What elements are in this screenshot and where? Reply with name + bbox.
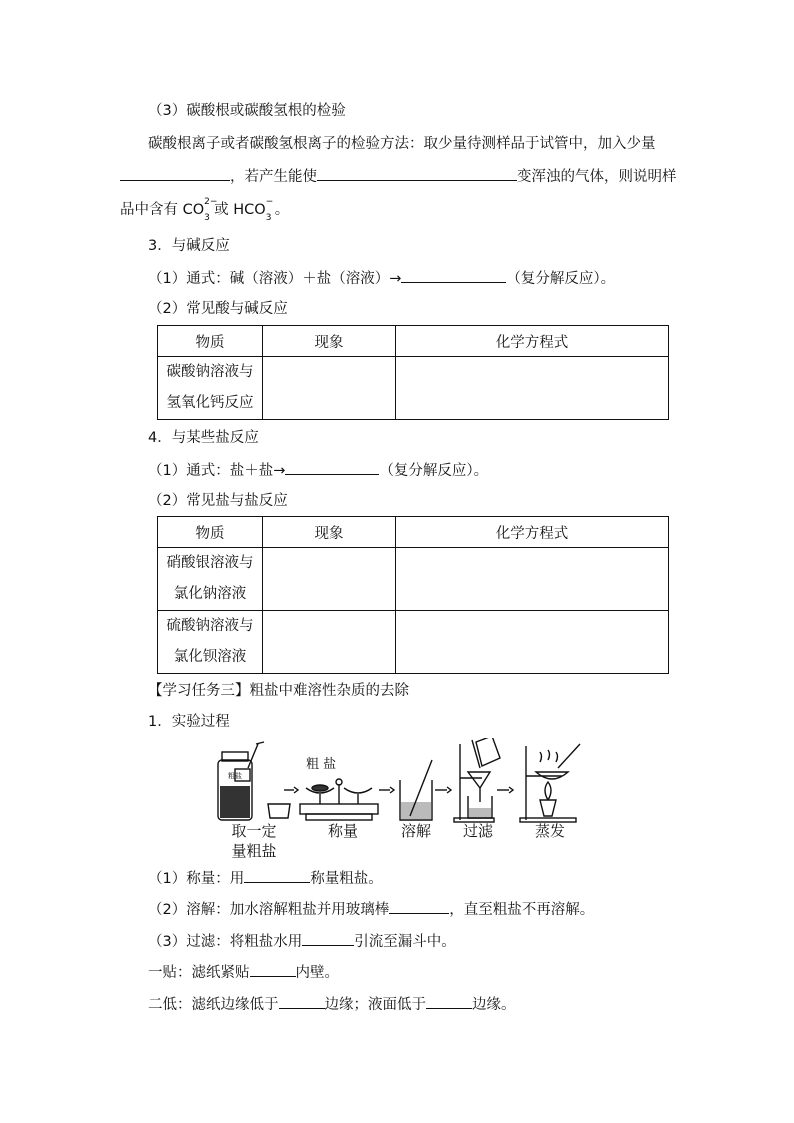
balance-icon <box>300 779 378 820</box>
acid-base-table <box>157 325 669 420</box>
table-cell-empty <box>263 357 396 420</box>
fill-blank <box>250 962 296 977</box>
salt-salt-table <box>157 516 669 674</box>
fill-blank <box>120 166 230 181</box>
filter-stand-icon <box>454 738 500 822</box>
step-label: 量粗盐 <box>231 842 277 860</box>
table-row <box>158 357 669 420</box>
formula-line: （1）通式：碱（溶液）＋盐（溶液）→ （复分解反应）。 <box>148 268 615 289</box>
step-line: （3）过滤：将粗盐水用 引流至漏斗中。 <box>148 931 456 952</box>
formula-line: （1）通式：盐＋盐→ （复分解反应）。 <box>148 460 488 481</box>
fill-blank <box>302 931 354 946</box>
paragraph-line: 品中含有 CO 2− 3 或 HCO − 3 。 <box>120 197 290 223</box>
table-cell-empty <box>263 548 396 611</box>
item-heading: 1．实验过程 <box>148 714 230 730</box>
task-heading: 【学习任务三】粗盐中难溶性杂质的去除 <box>148 683 409 699</box>
fill-blank <box>317 166 517 181</box>
item-heading: 4．与某些盐反应 <box>148 430 259 446</box>
fill-blank <box>279 994 325 1009</box>
item-heading: 3．与碱反应 <box>148 238 230 254</box>
step-line: 一贴：滤纸紧贴 内壁。 <box>148 962 339 983</box>
fill-blank <box>285 460 379 475</box>
table-cell: 硫酸钠溶液与 氯化钡溶液 <box>158 611 263 674</box>
evaporating-dish-icon <box>520 744 580 822</box>
step-line: （1）称量：用 称量粗盐。 <box>148 868 383 889</box>
step-label: 蒸发 <box>534 822 566 840</box>
table-header: 化学方程式 <box>396 326 669 357</box>
table-cell-empty <box>396 357 669 420</box>
fill-blank <box>426 994 472 1009</box>
fill-blank <box>401 268 506 283</box>
paragraph-line: ，若产生能使 变浑浊的气体，则说明样 <box>120 166 677 187</box>
table-cell: 硝酸银溶液与 氯化钠溶液 <box>158 548 263 611</box>
step-label: 溶解 <box>400 822 432 840</box>
table-row <box>158 611 669 674</box>
table-cell-empty <box>396 611 669 674</box>
table-header: 物质 <box>158 517 263 548</box>
experiment-figure <box>210 738 610 860</box>
sub-heading: （2）常见酸与碱反应 <box>148 301 288 317</box>
table-cell-empty <box>263 611 396 674</box>
beaker-icon <box>400 760 432 820</box>
table-header: 现象 <box>263 326 396 357</box>
sub-heading: （2）常见盐与盐反应 <box>148 493 288 509</box>
table-cell: 碳酸钠溶液与 氢氧化钙反应 <box>158 357 263 420</box>
section-heading: （3）碳酸根或碳酸氢根的检验 <box>148 103 346 119</box>
fill-blank <box>389 899 449 914</box>
table-header: 物质 <box>158 326 263 357</box>
step-line: 二低：滤纸边缘低于 边缘；液面低于 边缘。 <box>148 994 516 1015</box>
table-header: 现象 <box>263 517 396 548</box>
step-label: 过滤 <box>462 822 494 840</box>
salt-jar-icon <box>218 742 264 820</box>
fill-blank <box>244 868 310 883</box>
step-label: 称量 <box>327 822 359 840</box>
table-cell-empty <box>396 548 669 611</box>
jar-label: 粗盐 <box>228 772 242 780</box>
step-line: （2）溶解：加水溶解粗盐并用玻璃棒 ，直至粗盐不再溶解。 <box>148 899 594 920</box>
paragraph-line: 碳酸根离子或者碳酸氢根离子的检验方法：取少量待测样品于试管中，加入少量 <box>148 136 656 152</box>
step-label: 取一定 <box>231 822 277 840</box>
balance-label: 粗 盐 <box>306 757 337 772</box>
table-header: 化学方程式 <box>396 517 669 548</box>
table-row <box>158 548 669 611</box>
